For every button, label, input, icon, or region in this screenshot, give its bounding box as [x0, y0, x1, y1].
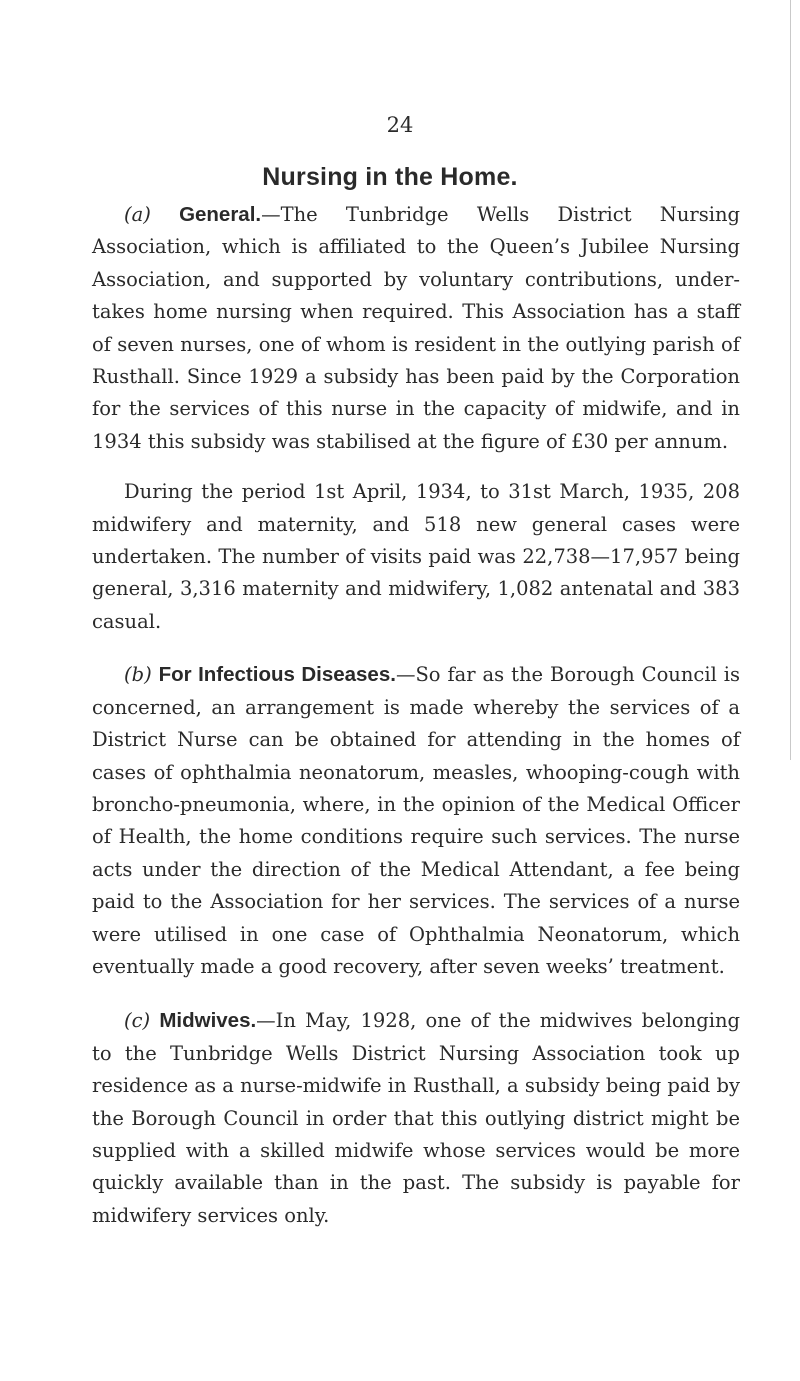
- section-heading-infectious-diseases: For Infectious Diseases.: [158, 663, 396, 687]
- paragraph-infectious-text: —So far as the Borough Council is concerned, an arrangement is made whereby the services of a District Nurse can be obtained for attending in the homes of cases of ophthalmia neonatorum, measles, whooping-cough with broncho-pneumonia, where, in the opinion of the Medical Officer of Health, the home conditions require such services. The nurse acts under the direction of the Medical Attendant, a fee being paid to the Association for her services. The services of a nurse were utilised in one case of Ophthalmia Neonatorum, which eventually made a good recovery, after seven weeks’ treatment.: [92, 663, 740, 978]
- paragraph-midwives-text: —In May, 1928, one of the midwives belonging to the Tunbridge Wells District Nursing Association took up residence as a nurse-midwife in Rusthall, a subsidy being paid by the Borough Council in order that this outlying district might be supplied with a skilled midwife whose services would be more quickly available than in the past. The subsidy is payable for midwifery services only.: [92, 1009, 740, 1227]
- section-heading-midwives: Midwives.: [159, 1009, 257, 1033]
- section-label-c: (c): [124, 1009, 151, 1033]
- section-label-b: (b): [124, 663, 152, 687]
- page-title: Nursing in the Home.: [262, 163, 518, 191]
- section-heading-general: General.: [179, 203, 262, 226]
- paragraph-statistics: During the period 1st April, 1934, to 31st March, 1935, 208 midwifery and maternity, and 518 new general cases were undertaken. The number of visits paid was 22,738—17,957 being general, 3,316 maternity and midwifery, 1,082 antenatal and 383 casual.: [92, 480, 740, 633]
- paragraph-infectious-diseases: [92, 659, 740, 983]
- paragraph-general: [92, 199, 740, 458]
- paragraph-general-text: —The Tunbridge Wells District Nursing Association, which is affiliated to the Queen’s Jubilee Nursing Association, and supported by voluntary contributions, undertakes home nursing when required. This Association has a staff of seven nurses, one of whom is resident in the outlying parish of Rusthall. Since 1929 a subsidy has been paid by the Corporation for the services of this nurse in the capacity of midwife, and in 1934 this subsidy was stabilised at the figure of £30 per annum.: [92, 203, 740, 453]
- page-number: 24: [386, 113, 414, 137]
- section-label-a: (a): [124, 203, 151, 226]
- document-body: [92, 197, 740, 1232]
- paragraph-midwives: [92, 1005, 740, 1232]
